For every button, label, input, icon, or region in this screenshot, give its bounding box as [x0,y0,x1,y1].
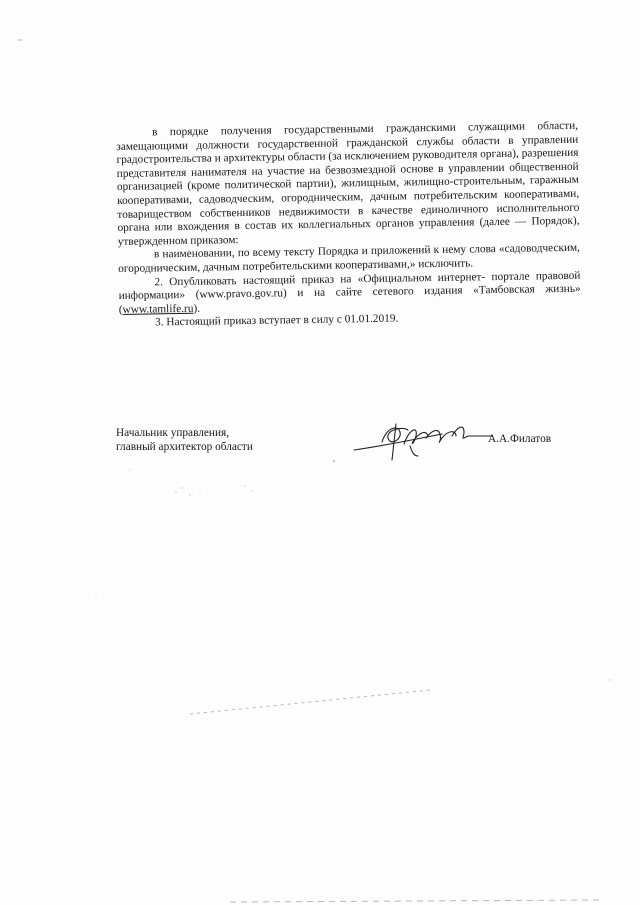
paragraph-exclusion: в наименовании, по всему тексту Порядка и приложений к нему слова «садоводческим, огородническим, дачным потребительскими кооперативами,» исключить. [118,242,581,275]
publication-text-end: ). [193,302,201,315]
order-text [116,120,581,331]
signatory-title-line1: Начальник управления, [116,427,230,439]
tamlife-link[interactable]: www.tamlife.ru [122,302,194,316]
paragraph-publication [118,269,581,317]
handwritten-signature [352,416,494,464]
paragraph-effective-date: 3. Настоящий приказ вступает в силу с 01.01.2019. [154,312,399,329]
signatory-title [116,426,253,454]
signatory-title-line2: главный архитектор области [116,441,253,453]
paragraph-procedure: в порядке получения государственными гражданскими служащими области, замещающими должности государственной гражданской службы области в управлении градостроительства и архитектуры области (за исключением руководителя органа), разрешения представителя нанимателя на участие на безвозмездной основе в управлении общественной организацией (кроме политической партии), жилищным, жилищно-строительным, гаражным кооперативами, садоводческим, огородническим, дачным потребительским кооперативами, товариществом собственников недвижимости в качестве единоличного исполнительного органа или вхождения в состав их коллегиальных органов управления (далее — Порядок), утвержденном приказом: [116,119,580,248]
publication-text: 2. Опубликовать настоящий приказ на «Официальном интернет- портале правовой информации» (www.pravo.gov.ru) и на сайте сетевого издания «Тамбовская жизнь» ( [118,269,581,316]
signatory-name: А.А.Филатов [488,433,552,445]
signature-block [116,426,586,476]
